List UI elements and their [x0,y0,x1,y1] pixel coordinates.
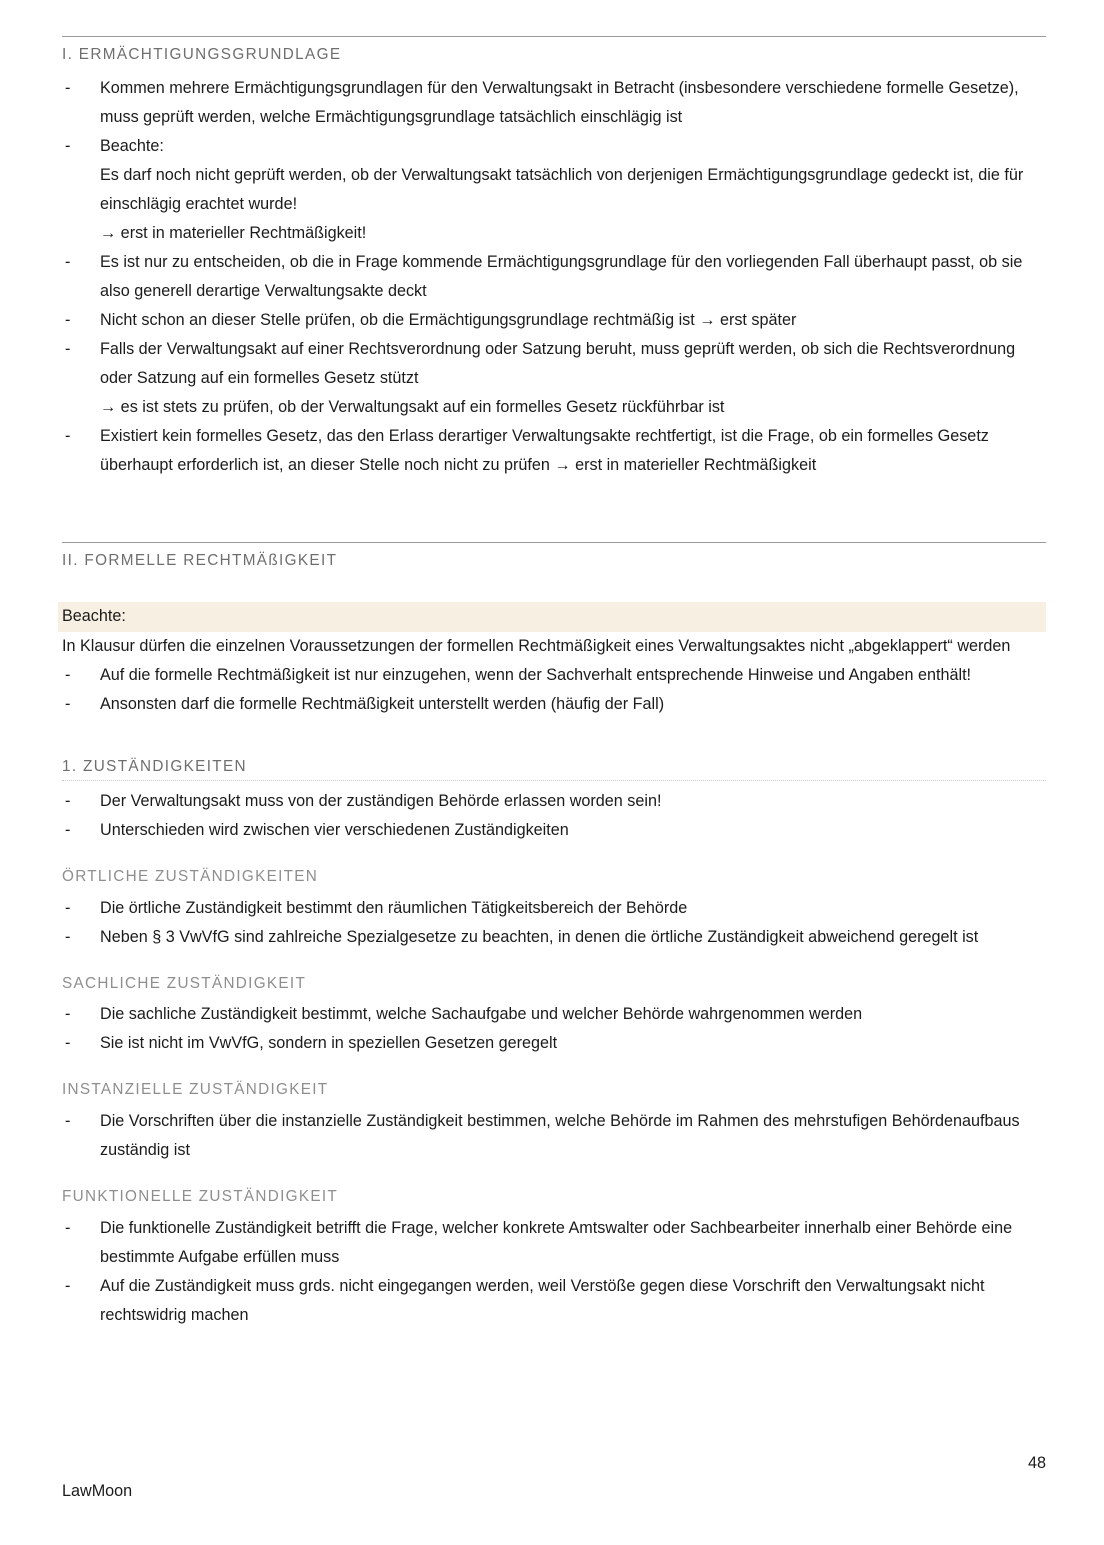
bullet-list-oertliche [62,894,1046,952]
heading-instanzielle-zustaendigkeit: INSTANZIELLE ZUSTÄNDIGKEIT [62,1081,329,1099]
list-item [62,335,1046,422]
list-item [62,661,1046,690]
section-divider-top [62,36,1046,37]
list-item-text: Auf die formelle Rechtmäßigkeit ist nur einzugehen, wenn der Sachverhalt entsprechende Hinweise und Angaben enthält! [100,665,972,684]
spacer [62,1165,1046,1187]
spacer [62,480,1046,542]
bullet-dash: - [65,136,71,155]
spacer [62,1058,1046,1080]
list-item-text: Die sachliche Zuständigkeit bestimmt, welche Sachaufgabe und welcher Behörde wahrgenommen werden [100,1005,863,1024]
bullet-list-instanzielle [62,1107,1046,1165]
list-item [62,1272,1046,1330]
list-item-text: Die Vorschriften über die instanzielle Zuständigkeit bestimmen, welche Behörde im Rahmen des mehrstufigen Behördenaufbaus zuständig ist [100,1112,1020,1160]
list-item-text: Unterschieden wird zwischen vier verschiedenen Zuständigkeiten [100,820,569,839]
footer-brand: LawMoon [62,1482,133,1500]
subsection-divider-dotted [62,780,1046,781]
heading-sachliche-zustaendigkeit: SACHLICHE ZUSTÄNDIGKEIT [62,974,307,992]
bullet-dash: - [65,78,71,97]
heading-ermaechtigungsgrundlage: I. ERMÄCHTIGUNGSGRUNDLAGE [62,46,342,63]
list-item-text: Ansonsten darf die formelle Rechtmäßigkeit unterstellt werden (häufig der Fall) [100,694,665,713]
bullet-list-section-1 [62,74,1046,480]
list-item [62,306,1046,335]
list-item [62,690,1046,719]
bullet-dash: - [65,791,71,810]
bullet-dash: - [65,1034,71,1053]
list-item-text: Es ist nur zu entscheiden, ob die in Frage kommende Ermächtigungsgrundlage für den vorliegenden Fall überhaupt passt, ob sie also generell derartige Verwaltungsakte deckt [100,252,1023,300]
notice-label: Beachte: [58,602,1046,632]
heading-zustaendigkeiten: 1. ZUSTÄNDIGKEITEN [62,757,247,775]
bullet-list-zustaendigkeiten [62,787,1046,845]
list-item [62,248,1046,306]
heading-formelle-rechtmaessigkeit: II. FORMELLE RECHTMÄßIGKEIT [62,551,338,569]
page-number: 48 [1027,1454,1046,1472]
spacer [62,952,1046,974]
list-item [62,787,1046,816]
spacer [62,845,1046,867]
spacer [62,719,1046,757]
notice-block [62,602,1046,661]
list-item [62,816,1046,845]
bullet-dash: - [65,820,71,839]
bullet-dash: - [65,1277,71,1296]
bullet-dash: - [65,1112,71,1131]
list-item-text: Auf die Zuständigkeit muss grds. nicht eingegangen werden, weil Verstöße gegen diese Vorschrift den Verwaltungsakt nicht rechtswidrig machen [100,1277,985,1325]
heading-funktionelle-zustaendigkeit: FUNKTIONELLE ZUSTÄNDIGKEIT [62,1188,339,1206]
list-item-text: Der Verwaltungsakt muss von der zuständigen Behörde erlassen worden sein! [100,791,662,810]
spacer [62,580,1046,602]
bullet-list-section-2 [62,661,1046,719]
list-item [62,894,1046,923]
list-item-arrow-note: → es ist stets zu prüfen, ob der Verwaltungsakt auf ein formelles Gesetz rückführbar ist [100,397,725,416]
notice-body: In Klausur dürfen die einzelnen Voraussetzungen der formellen Rechtmäßigkeit eines Verwaltungsaktes nicht „abgeklappert“ werden [62,636,1011,655]
list-item-text: Falls der Verwaltungsakt auf einer Rechtsverordnung oder Satzung beruht, muss geprüft werden, ob sich die Rechtsverordnung oder Satzung auf ein formelles Gesetz stützt [100,339,1016,387]
bullet-list-sachliche [62,1000,1046,1058]
list-item-arrow-note: → erst in materieller Rechtmäßigkeit! [100,223,367,242]
bullet-dash: - [65,339,71,358]
bullet-list-funktionelle [62,1214,1046,1330]
list-item-text: Neben § 3 VwVfG sind zahlreiche Spezialgesetze zu beachten, in denen die örtliche Zuständigkeit abweichend geregelt ist [100,927,979,946]
list-item [62,1107,1046,1165]
list-item-text: Sie ist nicht im VwVfG, sondern in speziellen Gesetzen geregelt [100,1034,558,1053]
list-item [62,422,1046,480]
bullet-dash: - [65,927,71,946]
list-item-text: Die funktionelle Zuständigkeit betrifft die Frage, welcher konkrete Amtswalter oder Sachbearbeiter innerhalb einer Behörde eine bestimmte Aufgabe erfüllen muss [100,1219,1013,1267]
list-item-text: Beachte: [100,136,164,155]
section-divider-formelle [62,542,1046,543]
heading-oertliche-zustaendigkeiten: ÖRTLICHE ZUSTÄNDIGKEITEN [62,867,319,885]
list-item [62,132,1046,248]
list-item [62,923,1046,952]
page-footer [62,1454,1046,1501]
list-item-text: Nicht schon an dieser Stelle prüfen, ob die Ermächtigungsgrundlage rechtmäßig ist → erst später [100,310,797,329]
list-item [62,1000,1046,1029]
list-item-text: Kommen mehrere Ermächtigungsgrundlagen für den Verwaltungsakt in Betracht (insbesondere verschiedene formelle Gesetze), muss geprüft werden, welche Ermächtigungsgrundlage tatsächlich einschlägig ist [100,78,1019,126]
bullet-dash: - [65,1219,71,1238]
list-item-subtext: Es darf noch nicht geprüft werden, ob der Verwaltungsakt tatsächlich von derjenigen Ermächtigungsgrundlage gedeckt ist, die für einschlägig erachtet wurde! [100,165,1024,213]
list-item [62,1029,1046,1058]
list-item [62,1214,1046,1272]
bullet-dash: - [65,310,71,329]
bullet-dash: - [65,252,71,271]
bullet-dash: - [65,694,71,713]
bullet-dash: - [65,426,71,445]
page-content [62,36,1046,1330]
bullet-dash: - [65,1005,71,1024]
list-item-text: Existiert kein formelles Gesetz, das den Erlass derartiger Verwaltungsakte rechtfertigt, ist die Frage, ob ein formelles Gesetz überhaupt erforderlich ist, an dieser Stelle noch nicht zu prüfen → erst in materieller Rechtmäßigkeit [100,426,989,474]
bullet-dash: - [65,665,71,684]
list-item-text: Die örtliche Zuständigkeit bestimmt den räumlichen Tätigkeitsbereich der Behörde [100,898,688,917]
bullet-dash: - [65,898,71,917]
list-item [62,74,1046,132]
